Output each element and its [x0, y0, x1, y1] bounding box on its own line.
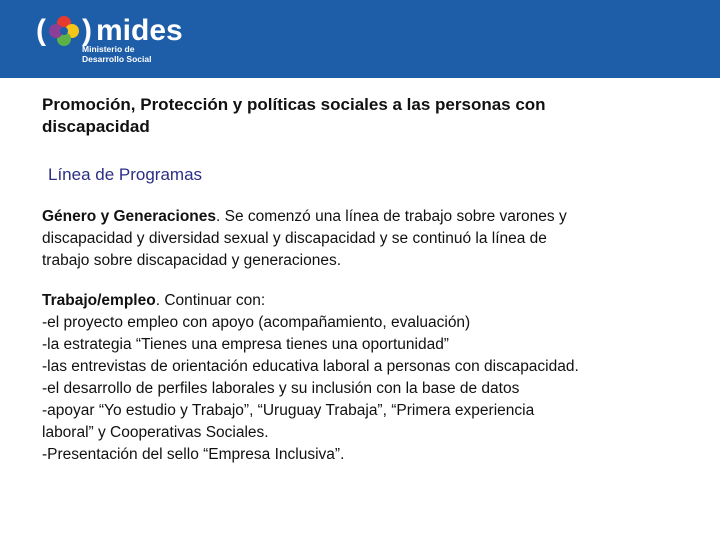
flower-icon: [47, 14, 81, 48]
right-paren-glyph: ): [82, 14, 92, 47]
section-subtitle: Línea de Programas: [48, 165, 203, 184]
work-heading: [42, 290, 702, 312]
work-paragraph: [42, 290, 702, 466]
mides-logo: [36, 14, 183, 48]
ministry-line-2: Desarrollo Social: [82, 54, 152, 64]
slide-content: [42, 94, 702, 466]
gender-line-1: [42, 206, 702, 228]
list-item: -el proyecto empleo con apoyo (acompañamiento, evaluación): [42, 314, 471, 331]
header-band: [0, 0, 720, 78]
gender-line-1-rest: . Se comenzó una línea de trabajo sobre varones y: [216, 208, 567, 225]
gender-lead: Género y Generaciones: [42, 208, 217, 225]
list-item: -la estrategia “Tienes una empresa tienes una oportunidad”: [42, 336, 449, 353]
ministry-name: [82, 44, 151, 64]
title-line-2: discapacidad: [42, 117, 150, 136]
left-paren-glyph: (: [36, 14, 46, 47]
gender-paragraph: [42, 206, 702, 272]
gender-line-2: discapacidad y diversidad sexual y discapacidad y se continuó la línea de: [42, 230, 547, 247]
logo-mark: [36, 14, 92, 48]
list-item: -las entrevistas de orientación educativa laboral a personas con discapacidad.: [42, 358, 579, 375]
work-lead-rest: . Continuar con:: [155, 292, 266, 309]
list-item: -el desarrollo de perfiles laborales y su inclusión con la base de datos: [42, 380, 520, 397]
list-item: -Presentación del sello “Empresa Inclusiva”.: [42, 446, 345, 463]
ministry-line-1: Ministerio de: [82, 44, 135, 54]
list-item: -apoyar “Yo estudio y Trabajo”, “Uruguay Trabaja”, “Primera experiencia: [42, 402, 535, 419]
work-lead: Trabajo/empleo: [42, 292, 156, 309]
slide-title: [42, 94, 702, 138]
list-item: laboral” y Cooperativas Sociales.: [42, 424, 269, 441]
brand-name: mides: [96, 14, 183, 47]
gender-line-3: trabajo sobre discapacidad y generaciones.: [42, 252, 341, 269]
title-line-1: Promoción, Protección y políticas sociales a las personas con: [42, 95, 546, 114]
